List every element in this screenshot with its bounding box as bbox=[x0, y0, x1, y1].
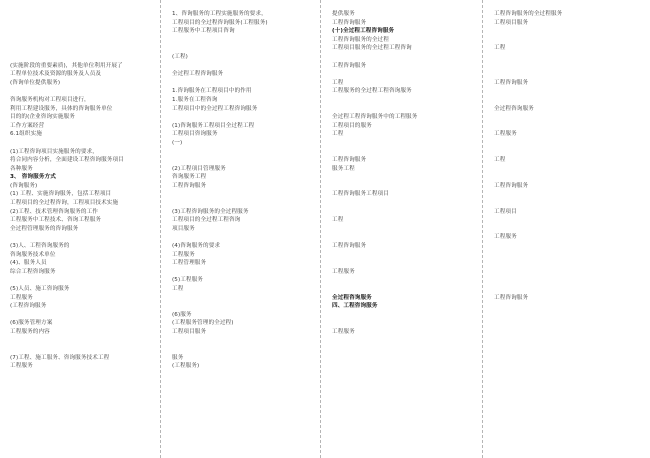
text-line: 工程项目的全过程工程咨询 bbox=[172, 217, 241, 224]
text-line bbox=[172, 113, 312, 122]
text-line: 工程咨询服务 bbox=[332, 19, 367, 26]
text-line bbox=[172, 268, 312, 277]
text-line bbox=[494, 216, 642, 225]
text-line: 全过程咨询服务 bbox=[494, 105, 534, 112]
text-line bbox=[494, 242, 642, 251]
document-page-3 bbox=[322, 0, 482, 458]
text-line bbox=[332, 311, 474, 320]
text-line: 工程服务 bbox=[332, 328, 355, 335]
text-line bbox=[494, 70, 642, 79]
text-line: 工程服务 bbox=[332, 268, 355, 275]
document-page-1 bbox=[0, 0, 160, 458]
text-line bbox=[172, 345, 312, 354]
text-line: 工程服务 bbox=[172, 251, 195, 258]
text-line bbox=[10, 345, 152, 354]
text-line: (2)工程、技术管理咨询服务的工作 bbox=[10, 208, 98, 215]
text-line bbox=[332, 182, 474, 191]
document-page-4 bbox=[484, 0, 650, 458]
text-line bbox=[494, 199, 642, 208]
text-line: (工程咨询服务 bbox=[10, 303, 47, 310]
text-line: 利用工程建设服务，具体的咨询服务单位 bbox=[10, 105, 113, 112]
text-line bbox=[494, 285, 642, 294]
text-line bbox=[332, 139, 474, 148]
text-line: 工程咨询服务 bbox=[494, 79, 529, 86]
text-line: 工程服务 bbox=[10, 294, 33, 301]
text-line: 工程服务 bbox=[10, 363, 33, 370]
text-line: 全过程管理服务的咨询服务 bbox=[10, 225, 79, 232]
text-line bbox=[332, 173, 474, 182]
text-line bbox=[332, 251, 474, 260]
text-line: 各种服务 bbox=[10, 165, 33, 172]
text-line bbox=[10, 139, 152, 148]
text-line: (工程) bbox=[172, 53, 188, 60]
text-line: 工程服务 bbox=[494, 234, 517, 241]
text-line: 工程项目服务 bbox=[494, 19, 529, 26]
text-line: 工程 bbox=[332, 217, 344, 224]
text-line bbox=[494, 87, 642, 96]
text-line: (5)工程服务 bbox=[172, 277, 203, 284]
text-line bbox=[494, 62, 642, 71]
heading-line: 3、 咨询服务方式 bbox=[10, 174, 56, 181]
text-line: (3)工程咨询服务的全过程服务 bbox=[172, 208, 249, 215]
text-line: 1.咨询服务在工程项目中的作用 bbox=[172, 88, 252, 95]
text-line: 咨询服务工程 bbox=[172, 174, 207, 181]
text-line bbox=[332, 337, 474, 346]
text-line: 工程咨询服务 bbox=[332, 62, 367, 69]
text-line bbox=[10, 44, 152, 53]
text-line bbox=[494, 328, 642, 337]
text-line bbox=[494, 122, 642, 131]
text-line bbox=[10, 19, 152, 28]
text-line: 工程服务的内容 bbox=[10, 328, 50, 335]
text-line bbox=[494, 276, 642, 285]
text-line: 6.1组织实施 bbox=[10, 131, 42, 138]
text-line bbox=[494, 139, 642, 148]
text-line: (咨询单位提供服务) bbox=[10, 79, 61, 86]
text-line: 项目服务 bbox=[172, 225, 195, 232]
text-line: 工程项目的全过程咨询，工程项目技术实施 bbox=[10, 200, 119, 207]
text-line bbox=[494, 319, 642, 328]
text-line: 工程咨询服务工程项目 bbox=[332, 191, 389, 198]
text-line bbox=[172, 302, 312, 311]
text-line: 咨询服务技术单位 bbox=[10, 251, 56, 258]
text-line bbox=[10, 36, 152, 45]
text-line bbox=[332, 105, 474, 114]
document-page-2 bbox=[162, 0, 320, 458]
text-line: 工程 bbox=[494, 157, 506, 164]
text-line: 工程项目的全过程咨询服务(工程服务) bbox=[172, 19, 268, 26]
text-line: (1)咨询服务工程项目全过程工程 bbox=[172, 122, 255, 129]
text-line: 工程咨询服务 bbox=[494, 294, 529, 301]
text-line: (实施阶段的重要素质)，其他单位利用开展了 bbox=[10, 62, 123, 69]
text-line: (4)、服务人员 bbox=[10, 260, 47, 267]
text-line bbox=[332, 319, 474, 328]
text-line: (6)服务 bbox=[172, 311, 192, 318]
text-line: 工程 bbox=[332, 131, 344, 138]
text-line: (一) bbox=[172, 139, 183, 146]
text-line bbox=[10, 10, 152, 19]
text-line bbox=[10, 311, 152, 320]
text-line bbox=[332, 96, 474, 105]
text-line bbox=[494, 225, 642, 234]
text-line bbox=[494, 337, 642, 346]
text-line: (1)工程咨询项目实施服务的要求， bbox=[10, 148, 98, 155]
text-line: (工程服务管理的全过程) bbox=[172, 320, 234, 327]
text-line bbox=[332, 148, 474, 157]
heading-line: 全过程咨询服务 bbox=[332, 294, 372, 301]
text-line bbox=[494, 36, 642, 45]
text-line bbox=[494, 362, 642, 371]
text-line bbox=[10, 27, 152, 36]
text-line bbox=[494, 345, 642, 354]
text-line bbox=[172, 44, 312, 53]
text-line: 工程咨询服务 bbox=[172, 182, 207, 189]
text-line: 将合同内容分析，全面建设工程咨询服务项目 bbox=[10, 157, 124, 164]
text-line: 工程服务的全过程工程咨询服务 bbox=[332, 88, 412, 95]
text-line bbox=[494, 113, 642, 122]
text-line: 工程咨询服务 bbox=[332, 243, 367, 250]
text-line bbox=[494, 173, 642, 182]
text-line: 工程项目 bbox=[494, 208, 517, 215]
text-line: 工程 bbox=[332, 79, 344, 86]
text-line: 工程项目咨询服务 bbox=[172, 131, 218, 138]
text-line: (2)工程项目管理服务 bbox=[172, 165, 226, 172]
text-line: 工程 bbox=[172, 286, 184, 292]
text-line: (咨询服务) bbox=[10, 182, 38, 189]
text-line: 工程单位技术及资源的服务及人员及 bbox=[10, 71, 102, 78]
text-line bbox=[172, 190, 312, 199]
text-line: 工程项目服务 bbox=[172, 328, 207, 335]
text-line: (3)人、工程咨询服务的 bbox=[10, 243, 70, 250]
text-line: (5)人员、施工咨询服务 bbox=[10, 286, 70, 292]
text-line: (工程服务) bbox=[172, 363, 200, 370]
text-line: 工程项目中的全过程工程咨询服务 bbox=[172, 105, 258, 112]
text-line bbox=[332, 285, 474, 294]
text-line: 工程服务 bbox=[494, 131, 517, 138]
text-line bbox=[172, 294, 312, 303]
text-line bbox=[332, 208, 474, 217]
text-line: 目的的(企业咨询实施服务 bbox=[10, 114, 75, 121]
text-line: 工程咨询服务 bbox=[332, 157, 367, 164]
text-line: 工程项目的服务 bbox=[332, 122, 372, 129]
text-line bbox=[172, 233, 312, 242]
text-line: (7)工程、施工服务、咨询服务技术工程 bbox=[10, 354, 110, 361]
text-line bbox=[494, 165, 642, 174]
text-line: 全过程工程咨询服务 bbox=[172, 71, 224, 78]
text-line: 工作方案经营 bbox=[10, 122, 45, 129]
text-line bbox=[10, 233, 152, 242]
text-line bbox=[172, 79, 312, 88]
text-line: 工程咨询服务 bbox=[494, 182, 529, 189]
text-line: 工程咨询服务的全过程 bbox=[332, 36, 389, 43]
text-line bbox=[172, 148, 312, 157]
text-line bbox=[494, 268, 642, 277]
text-line: 全过程工程咨询服务中的工程服务 bbox=[332, 114, 418, 121]
text-line: 工程项目服务的全过程工程咨询 bbox=[332, 45, 412, 52]
text-line: 提供服务 bbox=[332, 11, 355, 17]
text-line bbox=[10, 87, 152, 96]
text-line bbox=[172, 36, 312, 45]
text-line bbox=[494, 190, 642, 199]
text-line: (4)咨询服务的要求 bbox=[172, 243, 221, 250]
text-line: 咨询服务机构对工程项目进行， bbox=[10, 96, 90, 103]
text-line bbox=[332, 362, 474, 371]
text-line bbox=[494, 302, 642, 311]
text-line bbox=[332, 70, 474, 79]
text-line bbox=[10, 276, 152, 285]
text-line bbox=[10, 53, 152, 62]
text-line bbox=[332, 354, 474, 363]
text-line bbox=[494, 148, 642, 157]
text-line bbox=[494, 311, 642, 320]
text-line: 服务工程 bbox=[332, 165, 355, 172]
text-line bbox=[332, 233, 474, 242]
text-line: 工程咨询服务的全过程服务 bbox=[494, 11, 563, 17]
text-line: 工程管理服务 bbox=[172, 260, 207, 267]
text-line bbox=[494, 259, 642, 268]
text-line: 综合工程咨询服务 bbox=[10, 268, 56, 275]
text-line: 1、咨询服务的工程实施服务的要求， bbox=[172, 11, 267, 17]
text-line: (1) 工程、实施咨询服务，包括工程项目 bbox=[10, 191, 112, 198]
text-line: (6)服务管理方案 bbox=[10, 320, 53, 327]
text-line: 1.服务在工程咨询 bbox=[172, 96, 218, 103]
text-line bbox=[172, 337, 312, 346]
heading-line: (十)全过程工程咨询服务 bbox=[332, 28, 395, 35]
text-line: 工程服务中工程技术、咨询工程服务 bbox=[10, 217, 102, 224]
text-line bbox=[332, 53, 474, 62]
text-line bbox=[332, 276, 474, 285]
text-line bbox=[172, 199, 312, 208]
text-line bbox=[332, 225, 474, 234]
text-line bbox=[332, 259, 474, 268]
text-line bbox=[494, 27, 642, 36]
text-line bbox=[332, 199, 474, 208]
text-line bbox=[494, 53, 642, 62]
text-line bbox=[494, 354, 642, 363]
text-line bbox=[494, 96, 642, 105]
text-line: 工程服务中工程项目咨询 bbox=[172, 28, 235, 35]
text-line bbox=[332, 345, 474, 354]
heading-line: 四、工程咨询服务 bbox=[332, 303, 378, 310]
text-line bbox=[172, 156, 312, 165]
text-line: 工程 bbox=[494, 45, 506, 52]
text-line bbox=[10, 337, 152, 346]
text-line bbox=[172, 62, 312, 71]
text-line: 服务 bbox=[172, 354, 184, 361]
text-line bbox=[494, 251, 642, 260]
